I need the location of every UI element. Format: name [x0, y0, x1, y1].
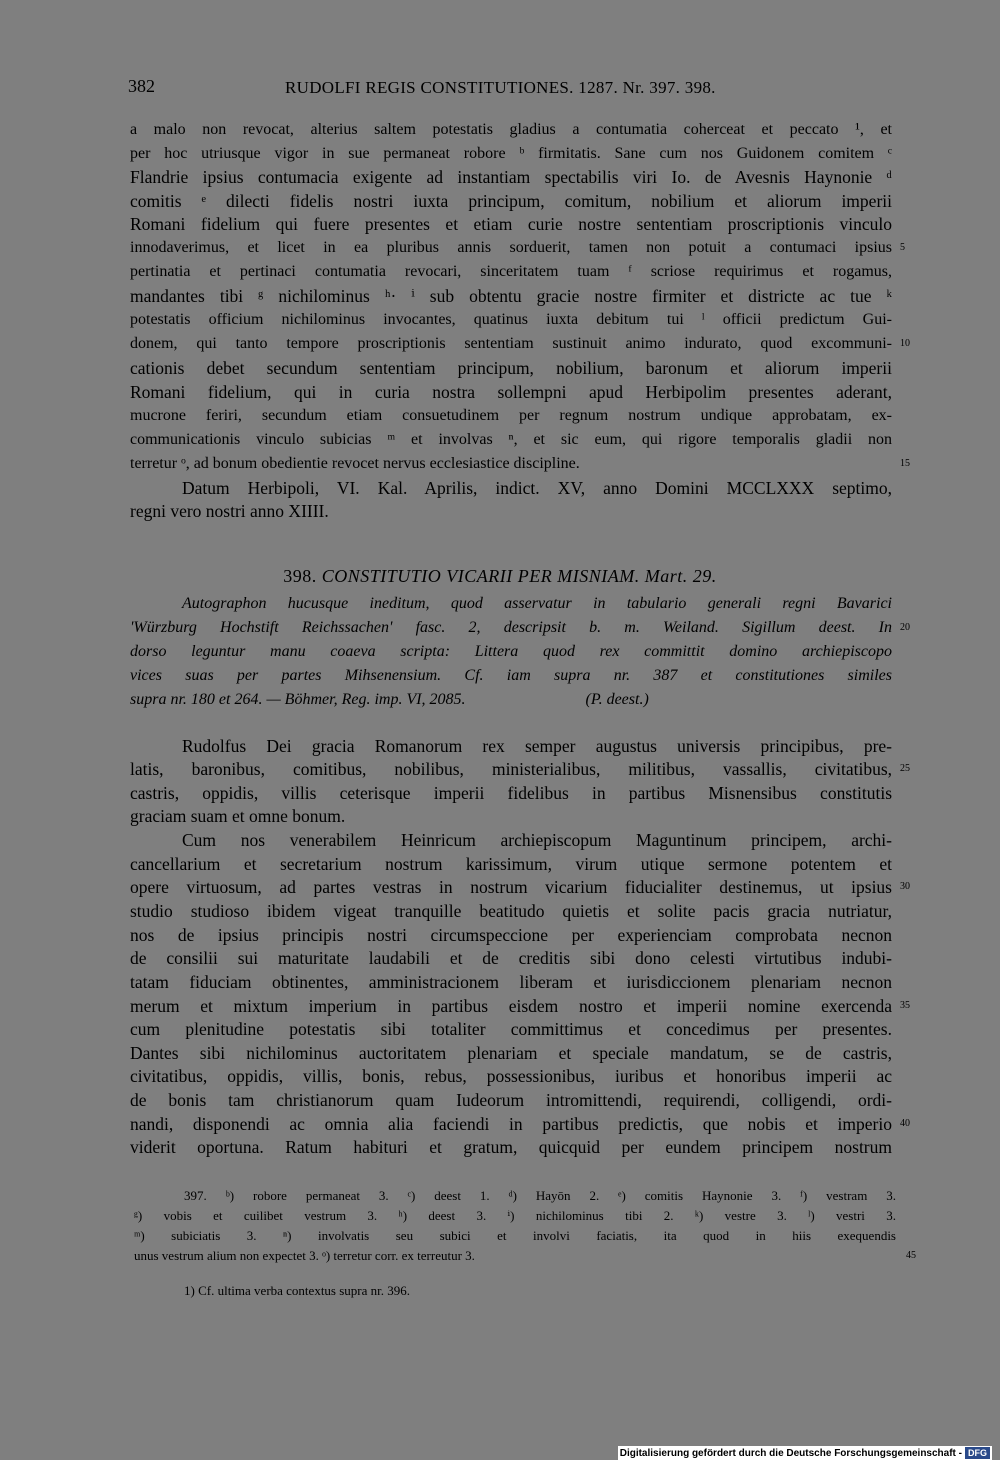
- datum-line: Datum Herbipoli, VI. Kal. Aprilis, indict. XV, anno Domini MCCLXXX septimo,: [182, 478, 892, 498]
- text-line: terretur ᵒ, ad bonum obedientie revocet nervus ecclesiastice discipline.: [130, 455, 580, 472]
- body-line: civitatibus, oppidis, villis, bonis, rebus, possessionibus, iuribus et honoribus imperii ac: [130, 1066, 892, 1086]
- line-number: 20: [900, 622, 910, 633]
- body-line: viderit oportuna. Ratum habituri et gratum, quicquid per eundem principem nostrum: [130, 1137, 892, 1157]
- text-line: innodaverimus, et licet in ea pluribus annis sorduerit, tamen non potuit a contumaci ipsius: [130, 239, 892, 256]
- text-line: donem, qui tanto tempore proscriptionis sententiam sustinuit animo indurato, quod excommuni-: [130, 335, 892, 352]
- doc-title-text: CONSTITUTIO VICARII PER MISNIAM.: [321, 566, 640, 586]
- text-line: Romani fidelium, qui in curia nostra sollempni apud Herbipolim presentes aderant,: [130, 382, 892, 402]
- text-line: Romani fidelium qui fuere presentes et etiam curie nostre sententiam proscriptionis vinculo: [130, 214, 892, 234]
- line-number: 5: [900, 242, 905, 253]
- page-header: [128, 76, 898, 100]
- apparatus-line: 397. ᵇ) robore permaneat 3. ᶜ) deest 1. ᵈ) Hayōn 2. ᵉ) comitis Haynonie 3. ᶠ) vestram 3.: [184, 1188, 896, 1203]
- body-line: nos de ipsius principis nostri circumspeccione per experienciam comprobata necnon: [130, 925, 892, 945]
- text-line: cationis debet secundum sententiam principum, nobilium, baronum et aliorum imperii: [130, 358, 892, 378]
- intro-line: supra nr. 180 et 264. — Böhmer, Reg. imp. VI, 2085. (P. deest.): [130, 691, 649, 708]
- dfg-credit: [618, 1446, 992, 1460]
- intro-line: 'Würzburg Hochstift Reichssachen' fasc. 2, descripsit b. m. Weiland. Sigillum deest. In: [130, 619, 892, 636]
- text-line: communicationis vinculo subicias ᵐ et involvas ⁿ, et sic eum, qui rigore temporalis gladii non: [130, 431, 892, 448]
- body-line: opere virtuosum, ad partes vestras in nostrum vicarium fiducialiter destinemus, ut ipsius: [130, 877, 892, 897]
- body-line: latis, baronibus, comitibus, nobilibus, ministerialibus, militibus, vassallis, civitatibus,: [130, 759, 892, 779]
- intro-line: dorso leguntur manu coaeva scripta: Littera quod rex committit domino archiepiscopo: [130, 643, 892, 660]
- text-line: Flandrie ipsius contumacia exigente ad instantiam spectabilis viri Io. de Avesnis Haynonie ᵈ: [130, 167, 892, 187]
- text-line: comitis ᵉ dilecti fidelis nostri iuxta principum, comitum, nobilium et aliorum imperii: [130, 191, 892, 211]
- apparatus-line: unus vestrum alium non expectet 3. ᵒ) terretur corr. ex terreutur 3.: [134, 1248, 475, 1263]
- page-number: 382: [128, 76, 155, 96]
- body-line: Rudolfus Dei gracia Romanorum rex semper augustus universis principibus, pre-: [182, 736, 892, 756]
- doc-number: 398.: [283, 566, 317, 586]
- line-number: 30: [900, 881, 910, 892]
- text-line: pertinatia et pertinaci contumatia revocari, sinceritatem tuam ᶠ scriose requirimus et rogamus,: [130, 263, 892, 280]
- body-line: nandi, disponendi ac omnia alia faciendi in partibus predictis, que nobis et imperio: [130, 1114, 892, 1134]
- dfg-credit-text: Digitalisierung gefördert durch die Deutsche Forschungsgemeinschaft -: [619, 1447, 962, 1459]
- body-line: cum plenitudine potestatis sibi totaliter committimus et concedimus per presentes.: [130, 1019, 892, 1039]
- datum-line: regni vero nostri anno XIIII.: [130, 501, 329, 521]
- running-title: RUDOLFI REGIS CONSTITUTIONES. 1287. Nr. 397. 398.: [285, 78, 716, 97]
- line-number: 10: [900, 338, 910, 349]
- body-line: graciam suam et omne bonum.: [130, 806, 346, 826]
- text-line: mucrone feriri, secundum etiam consuetudinem per regnum nostrum undique approbatam, ex-: [130, 407, 892, 424]
- text-line: potestatis officium nichilominus invocantes, quatinus iuxta debitum tui ˡ officii predictum Gui-: [130, 311, 892, 328]
- text-line: per hoc utriusque vigor in sue permaneat robore ᵇ firmitatis. Sane cum nos Guidonem comitem ᶜ: [130, 145, 892, 162]
- text-line: a malo non revocat, alterius saltem potestatis gladius a contumatia coherceat et peccato ¹, et: [130, 121, 892, 138]
- footnote: 1) Cf. ultima verba contextus supra nr. 396.: [184, 1283, 411, 1298]
- line-number: 40: [900, 1118, 910, 1129]
- intro-line: vices suas per partes Mihsenensium. Cf. iam supra nr. 387 et constitutiones similes: [130, 667, 892, 684]
- dfg-logo-icon: DFG: [965, 1447, 990, 1459]
- body-line: Cum nos venerabilem Heinricum archiepiscopum Maguntinum principem, archi-: [182, 830, 892, 850]
- line-number: 45: [906, 1250, 916, 1261]
- doc-date: Mart. 29.: [644, 566, 717, 586]
- intro-line: Autographon hucusque ineditum, quod asservatur in tabulario generali regni Bavarici: [182, 595, 892, 612]
- body-line: studio studioso ibidem vigeat tranquille beatitudo quietis et solite pacis gracia nutriatur,: [130, 901, 892, 921]
- line-number: 35: [900, 1000, 910, 1011]
- body-line: de consilii sui maturitate laudabili et de creditis sibi dono celesti virtutibus indubi-: [130, 948, 892, 968]
- text-line: mandantes tibi ᵍ nichilominus ʰ· ⁱ sub obtentu gracie nostre firmiter et districte ac tue ᵏ: [130, 286, 892, 306]
- body-line: Dantes sibi nichilominus auctoritatem plenariam et speciale mandatum, se de castris,: [130, 1043, 892, 1063]
- line-number: 25: [900, 763, 910, 774]
- body-line: cancellarium et secretarium nostrum karissimum, virum utique sermone potentem et: [130, 854, 892, 874]
- body-line: tatam fiduciam obtinentes, amministracionem liberam et iurisdiccionem plenariam necnon: [130, 972, 892, 992]
- body-line: merum et mixtum imperium in partibus eisdem nostro et imperii nomine exercenda: [130, 996, 892, 1016]
- body-line: castris, oppidis, villis ceterisque imperii fidelibus in partibus Misnensibus constitutis: [130, 783, 892, 803]
- body-line: de bonis tam christianorum quam Iudeorum intromittendi, requirendi, colligendi, ordi-: [130, 1090, 892, 1110]
- apparatus-line: ᵍ) vobis et cuilibet vestrum 3. ʰ) deest 3. ⁱ) nichilominus tibi 2. ᵏ) vestre 3. ˡ) vestri 3.: [134, 1208, 896, 1223]
- doc398-title: [0, 566, 1000, 587]
- apparatus-line: ᵐ) subiciatis 3. ⁿ) involvatis seu subici et involvi faciatis, ita quod in hiis exequendis: [134, 1228, 896, 1243]
- line-number: 15: [900, 458, 910, 469]
